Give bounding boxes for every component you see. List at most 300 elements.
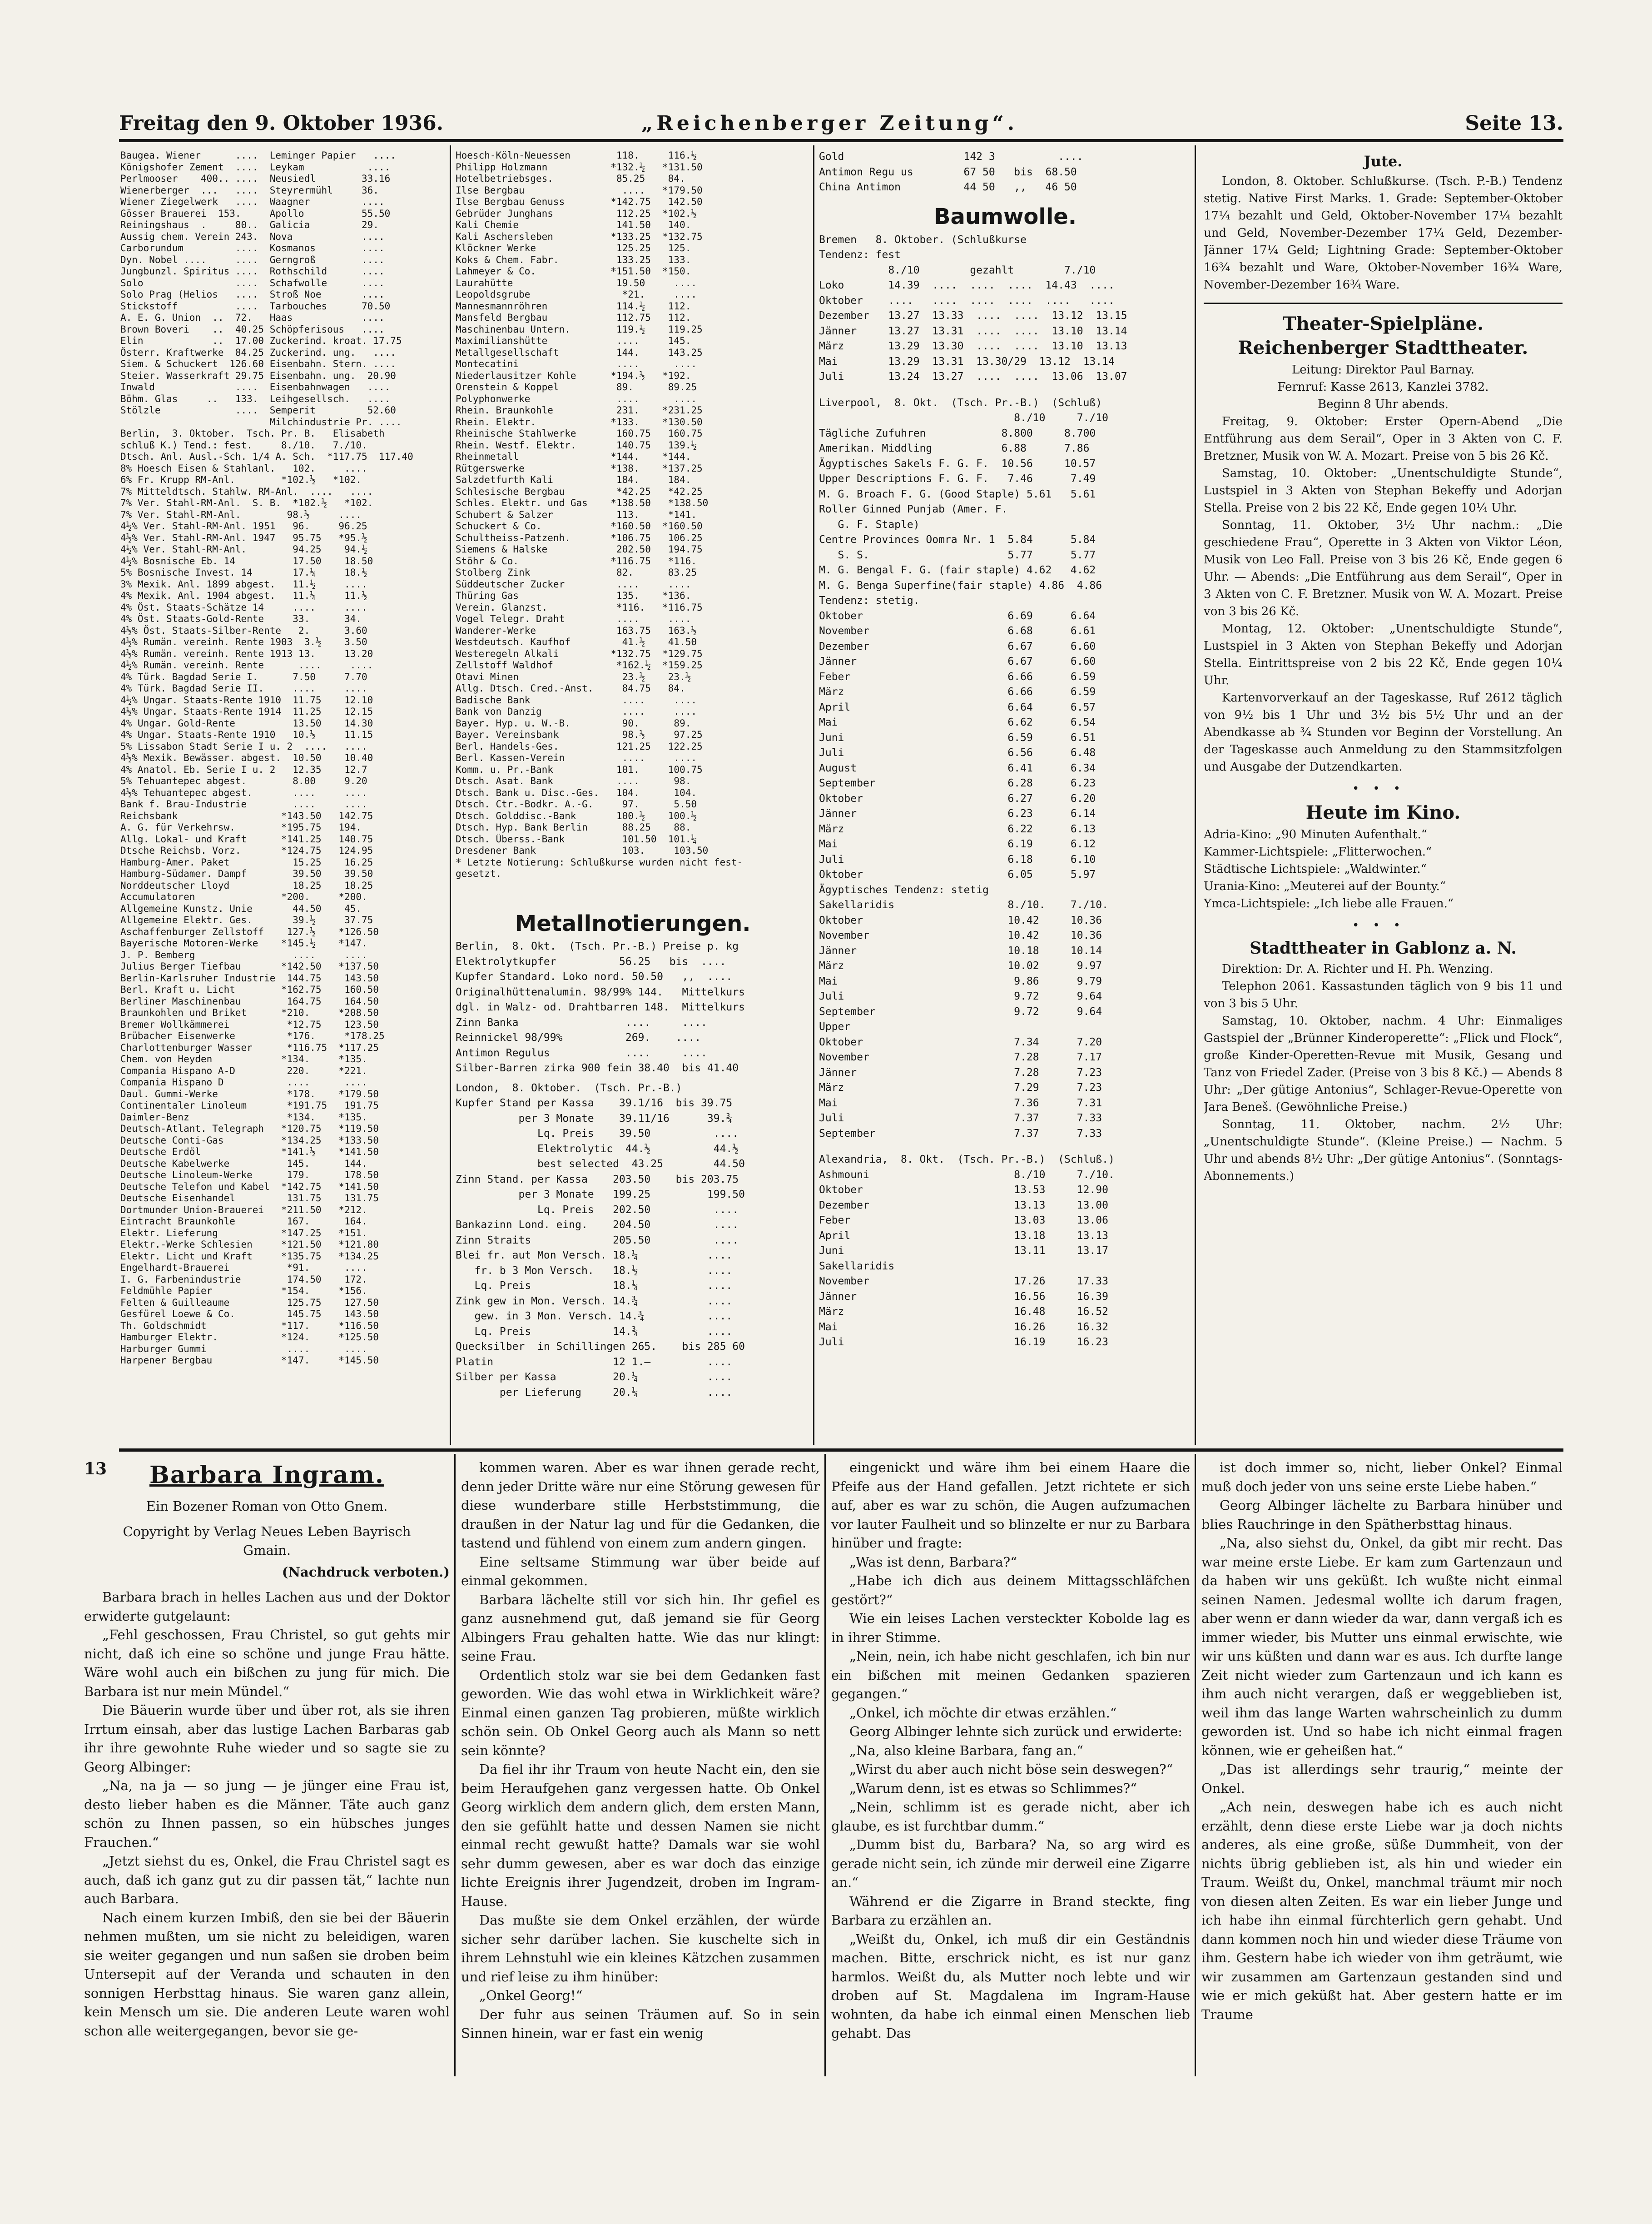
stock-row: Deutsche Linoleum-Werke 179. 178.50 [120,1169,379,1180]
metal-london-table [456,1082,810,1402]
stock-row: 4% Ungar. Staats-Rente 1910 10.½ 11.15 [120,729,373,740]
column-rule [1195,145,1196,1445]
stock-row: Schlesische Bergbau *42.25 *42.25 [456,486,703,497]
stock-row: Elektr. Licht und Kraft *135.75 *134.25 [120,1250,379,1262]
novel-title: Barbara Ingram. [149,1461,384,1489]
stock-row: Daul. Gummi-Werke *178. *179.50 [120,1088,379,1100]
cotton-row: Ägyptisches Sakels F. G. F. 10.56 10.57 [819,458,1096,470]
novel-paragraph: „Onkel, ich möchte dir etwas erzählen.“ [849,1705,1117,1721]
novel-column-2 [461,1458,820,2081]
stock-row: Bank von Danzig .... .... [456,706,697,717]
stock-row: Hoesch-Köln-Neuessen 118. 116.½ [456,150,697,161]
cotton-row: März 10.02 9.97 [819,960,1102,972]
stock-row: Eintracht Braunkohle 167. 164. [120,1216,367,1227]
stock-row: Schuckert & Co. *160.50 *160.50 [456,521,703,532]
cotton-row: Tägliche Zufuhren 8.800 8.700 [819,427,1096,439]
stock-row: Bayer. Hyp. u. W.-B. 90. 89. [456,717,691,729]
stock-row: Elektr.-Werke Schlesien *121.50 *121.80 [120,1239,379,1250]
stock-row: Brübacher Eisenwerke *176. *178.25 [120,1030,385,1041]
stock-row: Dortmunder Union-Brauerei *211.50 *212. [120,1204,367,1215]
cotton-row: April 13.18 13.13 [819,1229,1108,1242]
stock-row: Niederlausitzer Kohle *194.½ *192. [456,370,691,381]
stock-row: Solo Prag (Helios .... Stroß Noe .... [120,289,385,300]
metal-row: Kupfer Standard. Loko nord. 50.50 ,, .... [456,971,733,983]
cotton-row: Sakellaridis 8./10. 7./10. [819,899,1108,911]
theater-entry: Montag, 12. Oktober: „Unentschuldigte Stunde“, Lustspiel in 3 Akten von Stephan Bekeffy und Adorjan Stella. Eintrittspreise von 2 bis 22 Kč, Ende gegen 10¼ Uhr. [1204,622,1563,687]
stock-row: Compania Hispano A-D 220. *221. [120,1065,367,1076]
theater-phone: Fernruf: Kasse 2613, Kanzlei 3782. [1277,380,1489,394]
stock-row: Allgemeine Elektr. Ges. 39.½ 37.75 [120,915,373,925]
stock-row: 4½% Tehuantepec abgest. .... .... [120,787,367,798]
stock-row: 4% Öst. Staats-Gold-Rente 33. 34. [120,613,362,624]
stock-row: Orenstein & Koppel 89. 89.25 [456,382,697,393]
cotton-row: Mai 16.26 16.32 [819,1321,1108,1333]
metal-row: Zink gew in Mon. Versch. 14.¾ .... [456,1295,733,1307]
section-separator: ••• [1352,782,1414,796]
stock-row: Harburger Gummi .... .... [120,1343,367,1354]
jute-title: Jute. [1364,153,1403,170]
cotton-row: Juli 7.37 7.33 [819,1112,1102,1124]
stock-row: Königshofer Zement .... Leykam .... [120,161,391,173]
novel-paragraph: Während er die Zigarre in Brand steckte, fing Barbara zu erzählen an. [831,1893,1190,1928]
cotton-row: Jänner 7.28 7.23 [819,1066,1102,1079]
stock-row: Siemens & Halske 202.50 194.75 [456,544,703,555]
novel-paragraph: „Ach nein, deswegen habe ich es auch nicht erzählt, denn diese erste Liebe war ja doch nichts anderes, als eine große, süße Dummheit, von der nichts übrig geblieben ist, als hin und wieder ein Traum. Weißt du, Onkel, manchmal träumt mir noch von diesen alten Zeiten. Es war ein lieber Junge und ich habe ihn einmal fürchterlich gern gehabt. Und dann kommen noch hin und wieder diese Träume von ihm. Gestern habe ich wieder von ihm geträumt, wie wir zusammen am Gartenzaun gestanden sind und wie er mich geküßt hat. Aber gestern hatte er im Traume [1201,1799,1563,2022]
stock-row: Dresdener Bank 103. 103.50 [456,845,709,856]
gablonz-entry: Telephon 2061. Kassastunden täglich von 9 bis 11 und von 3 bis 5 Uhr. [1204,980,1563,1010]
metal-row: Silber per Kassa 20.¼ .... [456,1371,733,1383]
cotton-row: Tendenz: stetig. [819,595,920,607]
stock-row: 4% Türk. Bagdad Serie II. .... .... [120,683,367,694]
novel-text-1 [84,1588,450,2040]
stock-row: Reichsbank *143.50 142.75 [120,810,373,821]
cotton-section-title: Baumwolle. [933,204,1077,229]
stock-row: A. E. G. Union .. 72. Haas .... [120,312,385,323]
novel-paragraph: „Habe ich dich aus deinem Mittagsschläfchen gestört?“ [831,1573,1190,1607]
stock-row: 5% Lissabon Stadt Serie I u. 2 .... .... [120,741,367,752]
stock-row: Wiener Ziegelwerk .... Waagner .... [120,196,385,207]
theater-entry: Freitag, 9. Oktober: Erster Opern-Abend „Die Entführung aus dem Serail“, Oper in 3 Akten von C. F. Bretzner, Musik von W. A. Mozart. Preise von 5 bis 26 Kč. [1204,415,1563,463]
stock-row: Dtsch. Ctr.-Bodkr. A.-G. 97. 5.50 [456,799,697,810]
stock-row: Aussig chem. Verein 243. Nova .... [120,231,385,242]
stock-row: Rhein. Braunkohle 231. *231.25 [456,405,703,416]
metal-berlin-table [456,940,810,1077]
gablonz-entry: Direktion: Dr. A. Richter und H. Ph. Wenzing. [1222,962,1493,976]
stock-row: 4½% Rumän. vereinh. Rente .... .... [120,660,373,671]
metal-row: per 3 Monate 199.25 199.50 [456,1189,745,1200]
column-rule [1195,1454,1196,2076]
metal-row: Berlin, 8. Okt. (Tsch. Pr.-B.) Preise p. kg [456,940,739,952]
stock-row: * Letzte Notierung: Schlußkurse wurden nicht fest- [456,856,743,868]
metal-row: Antimon Regu us 67 50 bis 68.50 [819,166,1077,178]
stock-row: Elektr. Lieferung *147.25 *151. [120,1227,367,1239]
stock-row: 4½% Ungar. Staats-Rente 1914 11.25 12.15 [120,706,373,717]
cotton-row: Bremen 8. Oktober. (Schlußkurse [819,234,1027,246]
stock-row: Dtsch. Asat. Bank .... 98. [456,776,691,786]
kino-entry: Adria-Kino: „90 Minuten Aufenthalt.“ [1204,828,1427,841]
stock-row: Deutsche Kabelwerke 145. 144. [120,1158,367,1169]
novel-paragraph: Georg Albinger lehnte sich zurück und erwiderte: [849,1724,1183,1739]
cotton-row: Mai 6.19 6.12 [819,838,1096,850]
novel-paragraph: „Weißt du, Onkel, ich muß dir ein Geständnis machen. Bitte, erschrick nicht, es ist nur ganz harmlos. Weißt du, als Mutter noch lebte und wir droben auf St. Magdalena im Ingram-Hause wohnten, da habe ich einmal einen Menschen lieb gehabt. Das [831,1931,1190,2041]
cotton-row: Oktober 6.27 6.20 [819,792,1096,805]
cotton-row: November 6.68 6.61 [819,625,1096,637]
cotton-row: Oktober 7.34 7.20 [819,1036,1102,1048]
novel-paragraph: „Das ist allerdings sehr traurig,“ meinte der Onkel. [1201,1761,1563,1796]
theater-subtitle: Reichenberger Stadttheater. [1238,337,1528,358]
stock-row: Laurahütte 19.50 .... [456,277,697,289]
stock-row: 4% Öst. Staats-Schätze 14 .... .... [120,602,367,613]
stock-row: Mannesmannröhren 114.½ 112. [456,300,691,312]
column-rule [813,145,814,1445]
stock-row: Koks & Chem. Fabr. 133.25 133. [456,254,691,265]
stock-row: Julius Berger Tiefbau *142.50 *137.50 [120,961,379,972]
kino-entry: Kammer-Lichtspiele: „Flitterwochen.“ [1204,845,1432,859]
cotton-row: 8./10 gezahlt 7./10 [819,264,1096,276]
stock-row: Berliner Maschinenbau 164.75 164.50 [120,995,379,1007]
metal-row: Lq. Preis 14.¾ .... [456,1325,733,1338]
stock-row: Daimler-Benz *134. *135. [120,1111,367,1123]
cotton-row: Alexandria, 8. Okt. (Tsch. Pr.-B.) (Schluß.) [819,1154,1115,1165]
novel-paragraph: Wie ein leises Lachen versteckter Kobolde lag es in ihrer Stimme. [831,1611,1190,1645]
cotton-column [819,150,1191,1440]
theater-schedule [1204,413,1563,776]
novel-paragraph: „Na, also kleine Barbara, fang an.“ [849,1742,1083,1758]
cotton-row: Roller Ginned Punjab (Amer. F. [819,503,1008,515]
stock-row: I. G. Farbenindustrie 174.50 172. [120,1274,367,1285]
stock-row: Leopoldsgrube *21. .... [456,289,697,300]
stock-row: Maschinenbau Untern. 119.½ 119.25 [456,323,703,335]
stock-row: Polyphonwerke .... .... [456,393,697,404]
section-rule [1204,303,1563,304]
cotton-row: 8./10 7./10 [819,412,1108,424]
stock-row: Deutsche Telefon und Kabel *142.75 *141.50 [120,1181,379,1192]
novel-paragraph: „Na, also siehst du, Onkel, da gibt mir recht. Das war meine erste Liebe. Er kam zum Gartenzaun und da haben wir uns geküßt. Ich wußte nicht einmal seinen Namen. Jedesmal wollte ich darum fragen, aber wenn er dann wieder da war, dann vergaß ich es immer wieder, bis Mutter uns einmal erwischte, wie wir uns küßten und dann war es aus. Ich durfte lange Zeit nicht wieder zum Gartenzaun und ich kann es ihm auch nicht verargen, daß er weggeblieben ist, weil ihm das lange Warten wahrscheinlich zu dumm geworden ist. Und so habe ich nicht einmal fragen können, wie er geheißen hat.“ [1201,1535,1563,1758]
novel-paragraph: „Na, na ja — so jung — je jünger eine Frau ist, desto lieber haben es die Männer. Täte auch ganz schön zu Ihnen passen, so ein hübsches junges Frauchen.“ [84,1778,450,1850]
stock-row: Philipp Holzmann *132.½ *131.50 [456,161,703,173]
cotton-row: November 17.26 17.33 [819,1275,1108,1287]
gablonz-schedule [1204,960,1563,1185]
stock-row: 5% Tehuantepec abgest. 8.00 9.20 [120,776,367,786]
cotton-row: Dezember 13.27 13.33 .... .... 13.12 13.15 [819,310,1127,322]
stock-row: Gebrüder Junghans 112.25 *102.½ [456,208,697,219]
novel-column-4 [1201,1458,1563,2081]
stock-row: Schles. Elektr. und Gas *138.50 *138.50 [456,498,709,508]
cotton-row: S. S. 5.77 5.77 [819,549,1096,561]
metal-row: gew. in 3 Mon. Versch. 14.¾ .... [456,1310,733,1322]
stock-row: Milchindustrie Pr. .... [120,416,402,428]
stock-row: Ilse Bergbau .... *179.50 [456,184,703,196]
column-rule [450,145,451,1445]
metal-row: Elektrolytic 44.½ 44.½ [456,1143,739,1155]
stock-row: Ilse Bergbau Genuss *142.75 142.50 [456,196,703,207]
stock-row: Brown Boveri .. 40.25 Schöpferisous .... [120,323,385,335]
novel-paragraph: Die Bäuerin wurde über und über rot, als sie ihren Irrtum einsah, aber das lustige Lachen Barbaras gab ihr ihre gewohnte Ruhe wieder und so sagte sie zu Georg Albinger: [84,1702,450,1775]
metal-row: China Antimon 44 50 ,, 46 50 [819,181,1077,193]
stock-row: Jungbunzl. Spiritus .... Rothschild .... [120,266,385,277]
stock-row: 7% Ver. Stahl-RM-Anl. 98.½ .... [120,509,362,520]
metal-row: Zinn Stand. per Kassa 203.50 bis 203.75 [456,1173,739,1185]
stock-row: Berl. Kassen-Verein .... .... [456,752,697,763]
cotton-row: März 16.48 16.52 [819,1306,1108,1318]
cotton-row: April 6.64 6.57 [819,701,1096,713]
cotton-row: Juli 6.56 6.48 [819,747,1096,759]
cotton-row: Mai 9.86 9.79 [819,975,1102,987]
cotton-row: M. G. Bengal F. G. (fair staple) 4.62 4.62 [819,564,1096,576]
stock-row: Charlottenburger Wasser *116.75 *117.25 [120,1042,379,1053]
stock-row: Salzdetfurth Kali 184. 184. [456,474,691,485]
stock-row: Montecatini .... .... [456,358,697,369]
novel-subtitle: Ein Bozener Roman von Otto Gnem. [146,1498,388,1514]
stock-row: Dtsch. Hyp. Bank Berlin 88.25 88. [456,822,691,833]
stock-row: Vogel Telegr. Draht .... .... [456,613,691,624]
cotton-row: September 9.72 9.64 [819,1005,1102,1018]
stock-row: Berlin, 3. Oktober. Tsch. Pr. B. Elisabeth [120,428,385,439]
theater-leitung: Leitung: Direktor Paul Barnay. [1291,363,1475,377]
stock-row: Klöckner Werke 125.25 125. [456,243,691,254]
stock-row: Dyn. Nobel .... .... Gerngroß .... [120,254,385,265]
stock-row: Schultheiss-Patzenh. *106.75 106.25 [456,532,703,543]
theater-title: Theater-Spielpläne. [1282,313,1484,334]
metal-row: Quecksilber in Schillingen 265. bis 285 60 [456,1341,745,1353]
cotton-row: November 10.42 10.36 [819,930,1102,941]
stock-row: Gösser Brauerei 153. Apollo 55.50 [120,208,391,219]
novel-paragraph: ist doch immer so, nicht, lieber Onkel? Einmal muß doch jeder von uns seine erste Liebe haben.“ [1201,1460,1563,1494]
novel-paragraph: Ordentlich stolz war sie bei dem Gedanken fast geworden. Wie das wohl etwa in Wirklichkeit wäre? Einmal einen ganzen Tag probieren, müßte wirklich schön sein. Ob Onkel Georg auch als Mann so nett sein könnte? [461,1667,820,1758]
cotton-row: Liverpool, 8. Okt. (Tsch. Pr.-B.) (Schluß) [819,397,1102,409]
stock-row: Schubert & Salzer 113. *141. [456,509,697,520]
kino-list [1204,826,1563,912]
novel-paragraph: „Wirst du aber auch nicht böse sein deswegen?“ [849,1761,1173,1777]
metal-row: per Lieferung 20.¼ .... [456,1386,733,1398]
stock-row: Hotelbetriebsges. 85.25 84. [456,173,685,184]
cotton-alexandria-table [819,1153,1191,1351]
stock-row: Stöhr & Co. *116.75 *116. [456,555,697,567]
novel-copyright: Copyright by Verlag Neues Leben Bayrisch Gmain. [123,1523,411,1558]
stock-row: Westeregeln Alkali *132.75 *129.75 [456,648,703,659]
metal-row: Reinnickel 98/99% 269. .... [456,1032,701,1044]
stock-row: Dtsch. Golddisc.-Bank 100.½ 100.½ [456,810,697,821]
cotton-row: Jänner 16.56 16.39 [819,1290,1108,1303]
cotton-row: Mai 6.62 6.54 [819,716,1096,728]
stock-row: Aschaffenburger Zellstoff 127.½ *126.50 [120,926,379,937]
novel-paragraph: „Nein, schlimm ist es gerade nicht, aber ich glaube, es ist furchtbar dumm.“ [831,1799,1190,1834]
kino-title: Heute im Kino. [1305,802,1461,823]
stock-row: Berlin-Karlsruher Industrie 144.75 143.50 [120,972,379,984]
novel-paragraph: Georg Albinger lächelte zu Barbara hinüber und blies Rauchringe in den Spätherbsttag hinaus. [1201,1498,1563,1532]
stock-row: Böhm. Glas .. 133. Leihgesellsch. .... [120,393,391,404]
column-rule [454,1454,456,2076]
column-rule [824,1454,826,2076]
stock-row: Perlmooser 400.. .... Neusiedl 33.16 [120,173,391,184]
stock-row: 6% Fr. Krupp RM-Anl. *102.½ *102. [120,474,362,485]
cotton-row: M. G. Benga Superfine(fair staple) 4.86 4.86 [819,579,1102,592]
novel-paragraph: kommen waren. Aber es war ihnen gerade recht, denn jeder Dritte wäre nur eine Störung gewesen für diese wunderbare stille Herbststimmung, die draußen in der Natur lag und für die Gedanken, die tastend und fühlend von einem zum andern gingen. [461,1460,820,1551]
cotton-row: Dezember 13.13 13.00 [819,1199,1108,1211]
stock-row: Westdeutsch. Kaufhof 41.½ 41.50 [456,637,697,647]
cotton-row: Feber 6.66 6.59 [819,671,1096,683]
stock-row: Hamburger Elektr. *124. *125.50 [120,1332,379,1343]
stock-row: Deutsche Conti-Gas *134.25 *133.50 [120,1134,379,1146]
stock-row: Bayer. Vereinsbank 98.½ 97.25 [456,729,703,740]
cotton-row: Jänner 13.27 13.31 .... .... 13.10 13.14 [819,325,1127,337]
stock-row: Berl. Handels-Ges. 121.25 122.25 [456,741,703,752]
stock-row: Steier. Wasserkraft 29.75 Eisenbahn. ung. 20.90 [120,370,396,381]
cotton-row: M. G. Broach F. G. (Good Staple) 5.61 5.61 [819,488,1096,500]
metal-row: Originalhüttenalumin. 98/99% 144. Mittelkurs [456,986,745,998]
novel-paragraph: „Nein, nein, ich habe nicht geschlafen, ich bin nur ein bißchen mit meinen Gedanken spazieren gegangen.“ [831,1648,1190,1702]
cotton-row: Oktober 6.69 6.64 [819,610,1096,622]
cotton-row: Mai 13.29 13.31 13.30/29 13.12 13.14 [819,355,1115,368]
stock-row: Allgemeine Kunstz. Unie 44.50 45. [120,903,362,914]
stock-row: Wienerberger ... .... Steyrermühl 36. [120,184,379,196]
stock-row: 4% Türk. Bagdad Serie I. 7.50 7.70 [120,671,367,682]
metal-row: fr. b 3 Mon Versch. 18.½ .... [456,1264,733,1277]
stock-list-column-1 [120,150,445,1440]
stock-row: Stolberg Zink 82. 83.25 [456,567,697,578]
novel-paragraph: Nach einem kurzen Imbiß, den sie bei der Bäuerin nehmen mußten, um sie nicht zu beleidigen, waren sie weiter gegangen und nun saßen sie droben beim Untersepit auf der Veranda und schauten in den sonnigen Herbsttag hinaus. Sie waren ganz allein, kein Mensch um sie. Die anderen Leute waren wohl schon alle weitergegangen, bevor sie ge- [84,1910,450,2039]
metal-row: Elektrolytkupfer 56.25 bis .... [456,955,726,968]
stock-row: Berl. Kraft u. Licht *162.75 160.50 [120,984,379,995]
stock-row: 7% Ver. Stahl-RM-Anl. S. B. *102.½ *102. [120,498,373,508]
stock-row: Norddeutscher Lloyd 18.25 18.25 [120,880,373,891]
stock-row: Felten & Guilleaume 125.75 127.50 [120,1297,379,1308]
metal-row: Bankazinn Lond. eing. 204.50 .... [456,1219,739,1231]
stock-row: Dtsch. Anl. Ausl.-Sch. 1/4 A. Sch. *117.75 117.40 [120,451,413,462]
metal-row: Zinn Banka .... .... [456,1016,707,1029]
stock-row: gesetzt. [456,868,502,879]
stock-row: Mansfeld Bergbau 112.75 112. [456,312,691,323]
gablonz-title: Stadttheater in Gablonz a. N. [1250,939,1517,958]
stock-row: Allg. Lokal- und Kraft *141.25 140.75 [120,833,373,845]
cotton-row: Oktober 6.05 5.97 [819,869,1096,881]
cotton-row: Juni 6.59 6.51 [819,731,1096,744]
theater-column [1204,150,1563,1440]
jute-report [1204,173,1563,294]
cotton-row: Dezember 6.67 6.60 [819,640,1096,652]
stock-row: Verein. Glanzst. *116. *116.75 [456,602,703,613]
metal-row: Platin 12 1.– .... [456,1356,733,1368]
cotton-row: Loko 14.39 .... .... .... 14.43 .... [819,279,1115,291]
cotton-row: August 6.41 6.34 [819,762,1096,774]
cotton-row: Upper [819,1021,851,1033]
stock-row: Deutsch-Atlant. Telegraph *120.75 *119.50 [120,1123,379,1134]
novel-column-1 [84,1458,450,2081]
cotton-row: Juli 16.19 16.23 [819,1336,1108,1348]
stock-row: Th. Goldschmidt *117. *116.50 [120,1320,379,1331]
stock-row: 4½% Öst. Staats-Silber-Rente 2. 3.60 [120,625,367,636]
metal-row: Silber-Barren zirka 900 fein 38.40 bis 41.40 [456,1062,739,1074]
cotton-row: März 13.29 13.30 .... .... 13.10 13.13 [819,340,1127,352]
gold-antimon-table [819,150,1191,196]
stock-row: 4½% Rumän. vereinh. Rente 1903 3.½ 3.50 [120,637,367,647]
stock-row: Dtsch. Überss.-Bank 101.50 101.¼ [456,833,697,845]
header-paper-name: „Reichenberger Zeitung“. [641,112,1018,135]
cotton-row: Ashmouni 8./10 7./10. [819,1169,1115,1181]
stock-row: Solo .... Schafwolle .... [120,277,385,289]
stock-row: A. G. für Verkehrsw. *195.75 194. [120,822,362,833]
stock-row: Dtsche Reichsb. Vorz. *124.75 124.95 [120,845,373,856]
stock-row: Gesfürel Loewe & Co. 145.75 143.50 [120,1309,379,1319]
novel-paragraph: „Was ist denn, Barbara?“ [849,1554,1017,1570]
stock-list-column-2 [456,150,810,1440]
gablonz-entry: Sonntag, 11. Oktober, nachm. 2½ Uhr: „Unentschuldigte Stunde“. (Kleine Preise.) — Nachm. 5 Uhr und abends 8½ Uhr: „Der gütige Antonius“. (Sonntags-Abonnements.) [1204,1118,1563,1183]
stock-row: 4% Anatol. Eb. Serie I u. 2 12.35 12.7 [120,764,367,775]
stock-row: Bremer Wollkämmerei *12.75 123.50 [120,1019,379,1030]
stock-row: Elin .. 17.00 Zuckerind. kroat. 17.75 [120,335,402,346]
stock-row: Dtsch. Bank u. Disc.-Ges. 104. 104. [456,787,697,798]
cotton-row: Tendenz: fest [819,249,901,261]
stock-row: Chem. von Heyden *134. *135. [120,1054,367,1065]
stock-row: Rütgerswerke *138. *137.25 [456,463,703,474]
stock-row: Kali Aschersleben *133.25 *132.75 [456,231,703,242]
kino-entry: Städtische Lichtspiele: „Waldwinter.“ [1204,862,1427,876]
stock-row: Komm. u. Pr.-Bank 101. 100.75 [456,764,703,775]
stock-row: Rhein. Elektr. *133. *130.50 [456,416,703,428]
stock-row: Rhein. Westf. Elektr. 140.75 139.½ [456,439,697,451]
metal-row: Gold 142 3 .... [819,151,1083,163]
cotton-row: März 6.66 6.59 [819,686,1096,698]
cotton-row: März 7.29 7.23 [819,1082,1102,1094]
stock-row: Süddeutscher Zucker .... .... [456,578,691,590]
novel-paragraph: Der fuhr aus seinen Träumen auf. So in sein Sinnen hinein, war er fast ein wenig [461,2006,820,2041]
stock-row: Deutsche Erdöl *141.½ *141.50 [120,1146,379,1157]
stock-row: 4½% Rumän. vereinh. Rente 1913 13. 13.20 [120,648,373,659]
stock-row: Inwald .... Eisenbahnwagen .... [120,382,391,393]
stock-row: 4½% Mexik. Bewässer. abgest. 10.50 10.40 [120,752,373,763]
cotton-row: Feber 13.03 13.06 [819,1214,1108,1226]
stock-row: Hamburg-Amer. Paket 15.25 16.25 [120,856,373,868]
cotton-row: September 7.37 7.33 [819,1127,1102,1139]
stock-row: 4½% Ver. Stahl-RM-Anl. 1951 96. 96.25 [120,521,367,532]
header-page-number: Seite 13. [1465,112,1563,135]
stock-row: 4½% Ver. Stahl-RM-Anl. 94.25 94.½ [120,544,367,555]
novel-paragraph: „Dumm bist du, Barbara? Na, so arg wird es gerade nicht sein, ich zünde mir derweil eine Zigarre an.“ [831,1837,1190,1890]
stock-row: 4½% Ver. Stahl-RM-Anl. 1947 95.75 *95.½ [120,532,367,543]
stock-row: Reiningshaus . 80.. Galicia 29. [120,219,379,230]
stock-row: 4% Mexik. Anl. 1904 abgest. 11.¼ 11.½ [120,590,367,601]
stock-row: Accumulatoren *200. *200. [120,891,367,902]
cotton-row: Jänner 6.23 6.14 [819,808,1096,820]
stock-row: Badische Bank .... .... [456,694,697,706]
novel-paragraph: Barbara lächelte still vor sich hin. Ihr gefiel es ganz ausnehmend gut, daß jemand sie für Georg Albingers Frau gehalten hatte. Wie das nur klingt: seine Frau. [461,1592,820,1664]
cotton-row: Juli 9.72 9.64 [819,990,1102,1002]
cotton-row: Mai 7.36 7.31 [819,1097,1102,1109]
stock-row: Wanderer-Werke 163.75 163.½ [456,625,697,636]
stock-row: Rheinische Stahlwerke 160.75 160.75 [456,428,703,439]
novel-paragraph: „Onkel Georg!“ [479,1988,583,2003]
stock-row: Stölzle .... Semperit 52.60 [120,405,396,416]
cotton-row: Oktober 13.53 12.90 [819,1184,1108,1196]
stock-row: Feldmühle Papier *154. *156. [120,1285,367,1296]
kino-entry: Ymca-Lichtspiele: „Ich liebe alle Frauen.“ [1204,897,1454,910]
cotton-row: Centre Provinces Oomra Nr. 1 5.84 5.84 [819,534,1096,546]
metal-row: per 3 Monate 39.11/16 39.¾ [456,1112,733,1124]
stock-row: schluß K.) Tend.: fest. 8./10. 7./10. [120,439,367,451]
cotton-bremen-table [819,233,1191,385]
stock-row: Continentaler Linoleum *191.75 191.75 [120,1100,379,1111]
novel-reprint-notice: (Nachdruck verboten.) [282,1564,450,1580]
kino-entry: Urania-Kino: „Meuterei auf der Bounty.“ [1204,880,1446,893]
metal-row: best selected 43.25 44.50 [456,1158,745,1170]
header-date: Freitag den 9. Oktober 1936. [119,112,444,135]
stock-row: 4% Ungar. Gold-Rente 13.50 14.30 [120,717,373,729]
stock-row: Rheinmetall *144. *144. [456,451,691,462]
cotton-row: März 6.22 6.13 [819,823,1096,835]
stock-row: Österr. Kraftwerke 84.25 Zuckerind. ung. .... [120,347,396,358]
novel-paragraph: „Fehl geschossen, Frau Christel, so gut gehts mir nicht, daß ich eine so schöne und junge Frau hätte. Wäre wohl auch ein bißchen zu jung für mich. Die Barbara ist nur mein Mündel.“ [84,1627,450,1699]
theater-entry: Samstag, 10. Oktober: „Unentschuldigte Stunde“, Lustspiel in 3 Akten von Stephan Bekeffy und Adorjan Stella. Preise von 2 bis 22 Kč, Ende gegen 10¼ Uhr. [1204,467,1563,515]
